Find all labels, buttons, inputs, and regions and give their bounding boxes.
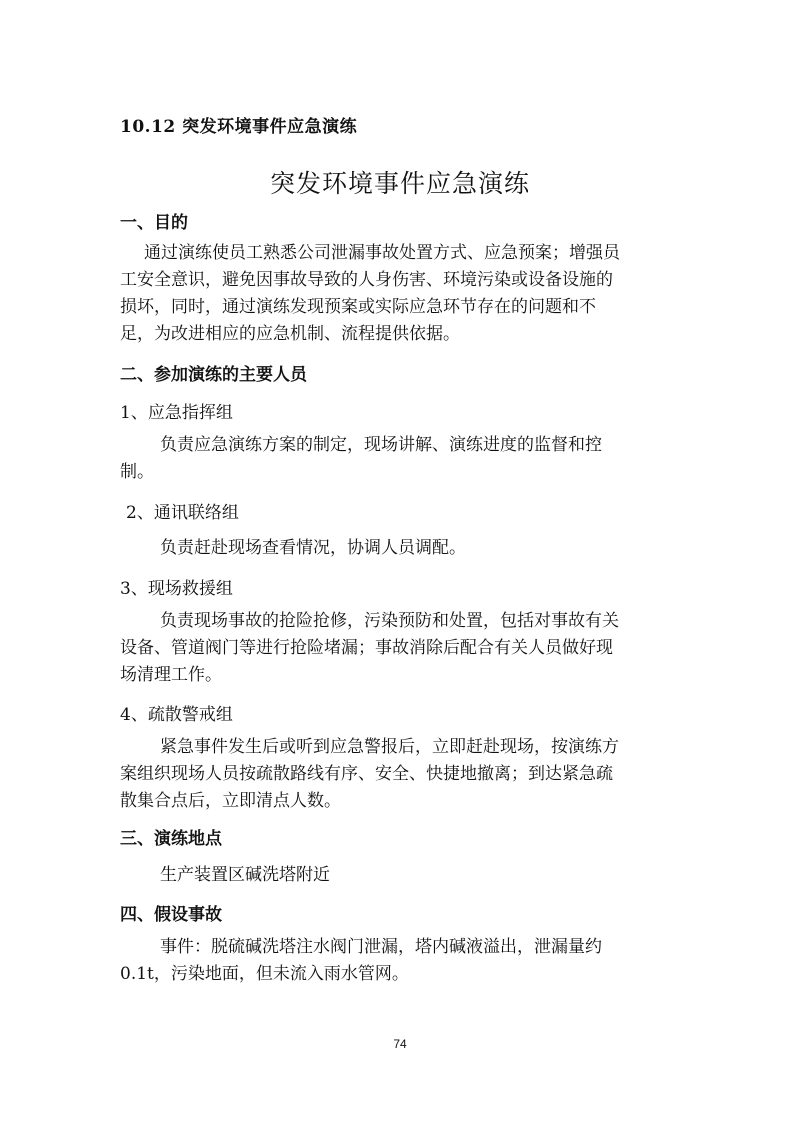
evacuation-line-2: 案组织现场人员按疏散路线有序、安全、快捷地撤离；到达紧急疏 xyxy=(120,764,613,784)
purpose-line-3: 损坏，同时，通过演练发现预案或实际应急环节存在的问题和不 xyxy=(120,297,596,317)
group-desc-evacuation xyxy=(120,734,680,815)
page-number: 74 xyxy=(393,1037,407,1051)
scenario-line-1: 事件：脱硫碱洗塔注水阀门泄漏，塔内碱液溢出，泄漏量约 xyxy=(160,937,602,957)
purpose-line-4: 足，为改进相应的应急机制、流程提供依据。 xyxy=(120,324,460,344)
group-desc-rescue xyxy=(120,608,680,689)
purpose-line-2: 工安全意识，避免因事故导致的人身伤害、环境污染或设备设施的 xyxy=(120,270,613,290)
scenario-paragraph xyxy=(120,934,680,988)
command-line-1: 负责应急演练方案的制定，现场讲解、演练进度的监督和控 xyxy=(160,435,602,455)
purpose-paragraph xyxy=(120,240,680,348)
section-heading: 10.12 突发环境事件应急演练 xyxy=(120,117,358,137)
purpose-line-1: 通过演练使员工熟悉公司泄漏事故处置方式、应急预案；增强员 xyxy=(144,243,620,263)
group-desc-communication xyxy=(120,535,680,562)
scenario-heading: 四、假设事故 xyxy=(120,905,222,925)
document-title: 突发环境事件应急演练 xyxy=(269,169,530,198)
scenario-line-2: 0.1t，污染地面，但未流入雨水管网。 xyxy=(120,964,409,984)
group-title-rescue: 3、现场救援组 xyxy=(120,579,233,599)
communication-line-1: 负责赶赴现场查看情况，协调人员调配。 xyxy=(160,538,466,558)
group-title-communication: 2、通讯联络组 xyxy=(126,503,239,523)
group-title-command: 1、应急指挥组 xyxy=(120,403,233,423)
rescue-line-3: 场清理工作。 xyxy=(120,665,222,685)
evacuation-line-3: 散集合点后，立即清点人数。 xyxy=(120,791,341,811)
rescue-line-2: 设备、管道阀门等进行抢险堵漏；事故消除后配合有关人员做好现 xyxy=(120,638,613,658)
location-heading: 三、演练地点 xyxy=(120,829,222,849)
group-desc-command xyxy=(120,432,680,486)
command-line-2: 制。 xyxy=(120,462,154,482)
rescue-line-1: 负责现场事故的抢险抢修，污染预防和处置，包括对事故有关 xyxy=(160,611,619,631)
purpose-heading: 一、目的 xyxy=(120,213,188,233)
group-title-evacuation: 4、疏散警戒组 xyxy=(120,705,233,725)
evacuation-line-1: 紧急事件发生后或听到应急警报后，立即赶赴现场，按演练方 xyxy=(160,737,619,757)
personnel-heading: 二、参加演练的主要人员 xyxy=(120,365,307,385)
location-text: 生产装置区碱洗塔附近 xyxy=(160,865,330,885)
